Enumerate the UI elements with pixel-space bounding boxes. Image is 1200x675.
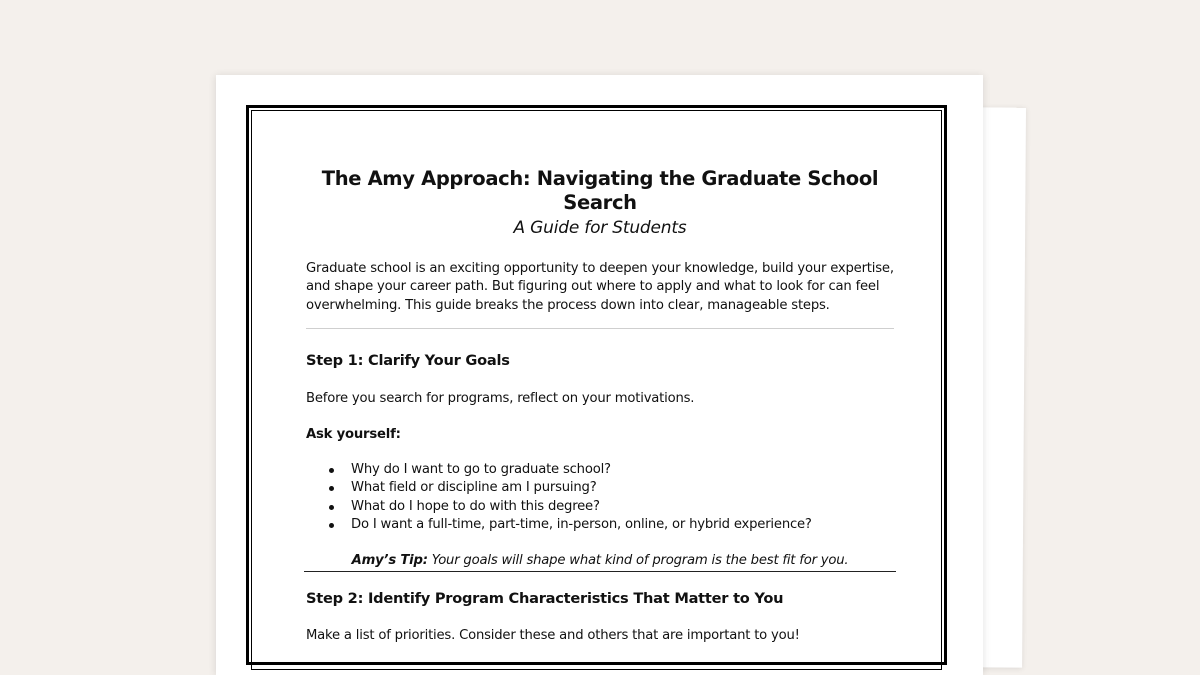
bullet-icon	[329, 523, 334, 528]
tip-label: Amy’s Tip:	[351, 552, 428, 568]
question-text: What do I hope to do with this degree?	[351, 498, 600, 514]
document-subtitle: A Guide for Students	[513, 218, 687, 238]
ask-yourself-label: Ask yourself:	[306, 426, 401, 442]
question-text: Do I want a full-time, part-time, in-person, online, or hybrid experience?	[351, 517, 812, 533]
bullet-icon	[329, 505, 334, 510]
document-page	[216, 75, 983, 675]
document-title: The Amy Approach: Navigating the Graduate School Search	[321, 167, 879, 214]
list-item	[306, 498, 894, 516]
list-item	[306, 479, 894, 497]
question-list	[306, 461, 894, 535]
bullet-icon	[329, 486, 334, 491]
list-item	[306, 461, 894, 479]
question-text: Why do I want to go to graduate school?	[351, 461, 611, 477]
document-content	[306, 167, 894, 645]
tip-text: Your goals will shape what kind of program is the best fit for you.	[427, 552, 849, 568]
step2-text: Make a list of priorities. Consider these and others that are important to you!	[306, 627, 800, 643]
step2-heading: Step 2: Identify Program Characteristics That Matter to You	[306, 589, 784, 607]
question-text: What field or discipline am I pursuing?	[351, 480, 597, 496]
step1-text: Before you search for programs, reflect on your motivations.	[306, 390, 695, 406]
amy-tip	[304, 552, 896, 572]
list-item	[306, 516, 894, 534]
intro-paragraph: Graduate school is an exciting opportunity to deepen your knowledge, build your expertise, and shape your career path. But figuring out where to apply and what to look for can feel overwhelming. This guide breaks the process down into clear, manageable steps.	[306, 261, 894, 313]
section-divider	[306, 328, 894, 329]
step1-heading: Step 1: Clarify Your Goals	[306, 351, 510, 369]
bullet-icon	[329, 468, 334, 473]
